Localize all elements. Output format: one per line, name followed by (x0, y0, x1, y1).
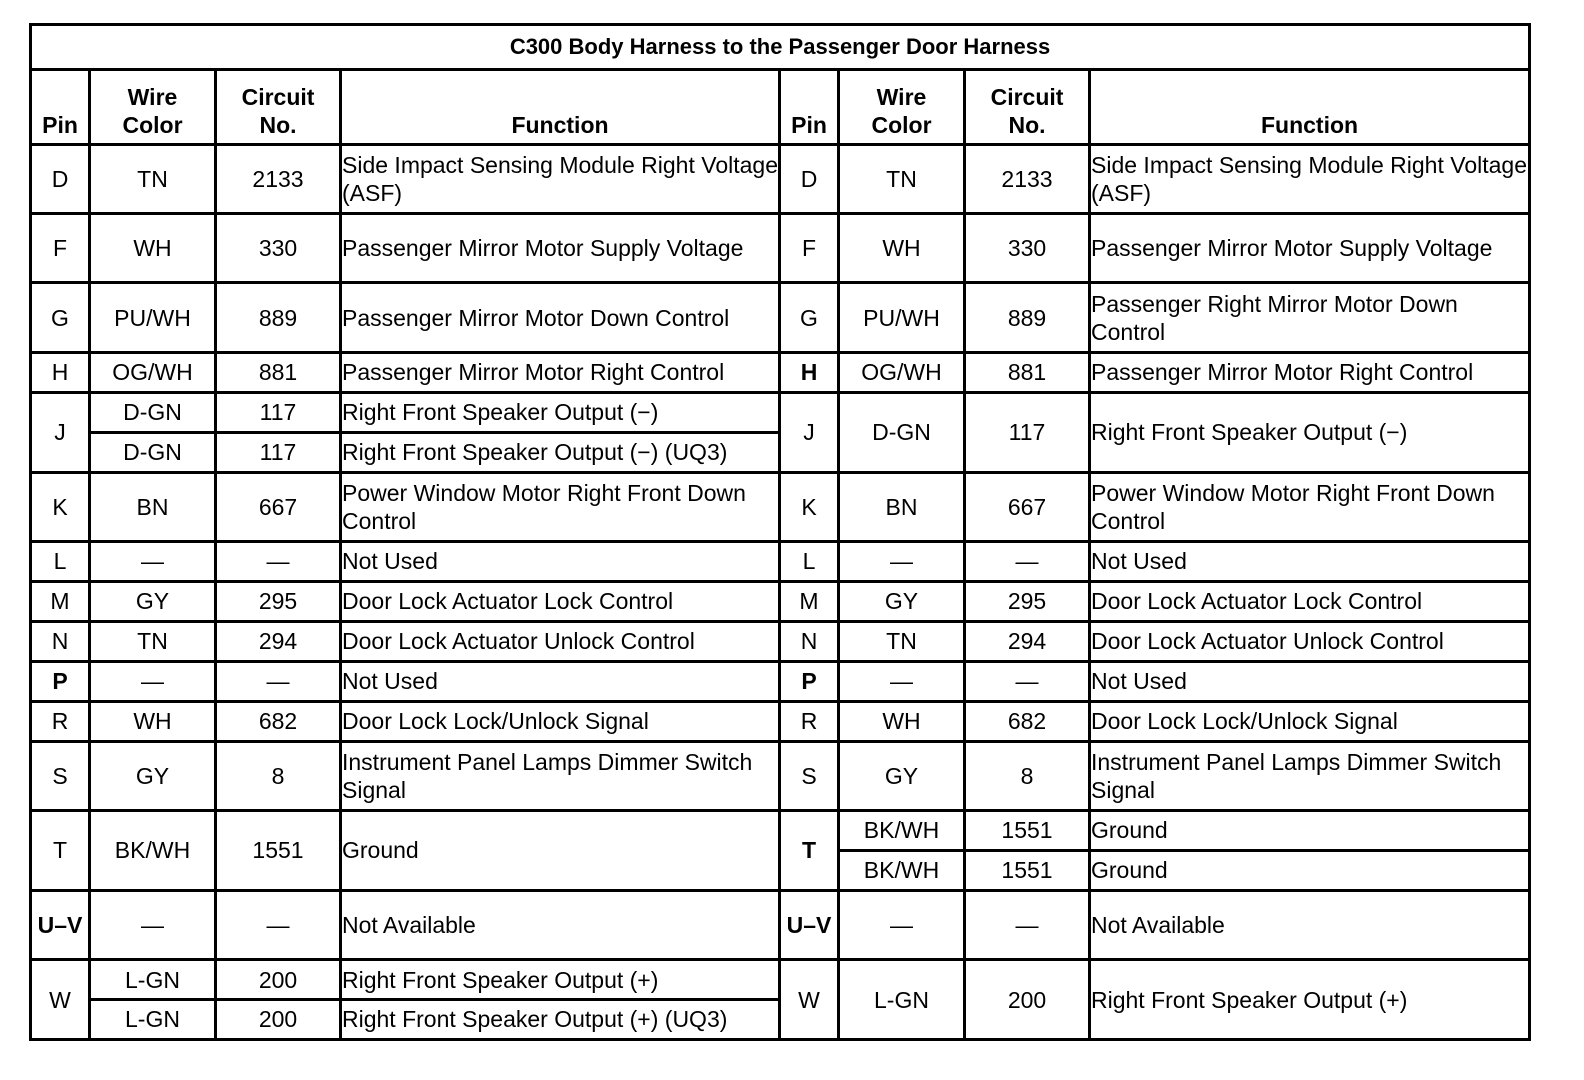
function-cell: Side Impact Sensing Module Right Voltage (ASF) (1090, 144, 1530, 213)
pin-cell: D (780, 144, 839, 213)
wire-color-cell: BN (839, 472, 965, 541)
function-cell: Door Lock Lock/Unlock Signal (341, 701, 780, 741)
wire-color-cell: — (90, 541, 216, 581)
header-wire-color-right: Wire Color (839, 70, 965, 145)
circuit-cell: 8 (216, 741, 341, 810)
function-cell: Not Used (341, 661, 780, 701)
function-cell: Right Front Speaker Output (−) (341, 392, 780, 432)
pin-cell: P (780, 661, 839, 701)
pin-cell: H (780, 352, 839, 392)
function-cell: Passenger Mirror Motor Supply Voltage (1090, 214, 1530, 283)
function-cell: Ground (341, 810, 780, 890)
pin-cell: N (31, 621, 90, 661)
wire-color-cell: TN (839, 621, 965, 661)
pin-cell: F (780, 214, 839, 283)
wire-color-cell: L-GN (839, 960, 965, 1040)
wire-color-cell: WH (839, 701, 965, 741)
wire-color-cell: OG/WH (839, 352, 965, 392)
circuit-cell: — (965, 541, 1090, 581)
circuit-cell: 8 (965, 741, 1090, 810)
table-title: C300 Body Harness to the Passenger Door Harness (31, 25, 1530, 70)
header-pin-left: Pin (31, 70, 90, 145)
function-cell: Passenger Mirror Motor Right Control (1090, 352, 1530, 392)
wire-color-cell: D-GN (90, 432, 216, 472)
function-cell: Not Used (1090, 661, 1530, 701)
column-header-row (31, 70, 1530, 145)
table-row (31, 144, 1530, 213)
table-row (31, 621, 1530, 661)
circuit-cell: — (216, 661, 341, 701)
circuit-cell: 1551 (965, 810, 1090, 850)
table-row (31, 541, 1530, 581)
function-cell: Passenger Mirror Motor Right Control (341, 352, 780, 392)
wire-color-cell: BK/WH (839, 850, 965, 890)
circuit-cell: 330 (965, 214, 1090, 283)
header-circuit-no-left: Circuit No. (216, 70, 341, 145)
pin-cell: G (780, 283, 839, 352)
function-cell: Passenger Mirror Motor Down Control (341, 283, 780, 352)
pin-cell: D (31, 144, 90, 213)
circuit-cell: — (216, 541, 341, 581)
circuit-cell: 200 (216, 960, 341, 1000)
pin-cell: N (780, 621, 839, 661)
function-cell: Power Window Motor Right Front Down Control (341, 472, 780, 541)
circuit-cell: 682 (216, 701, 341, 741)
function-cell: Door Lock Actuator Lock Control (341, 581, 780, 621)
pin-cell: R (780, 701, 839, 741)
circuit-cell: — (965, 890, 1090, 959)
pin-cell: K (31, 472, 90, 541)
header-wire-color-left: Wire Color (90, 70, 216, 145)
pin-cell: G (31, 283, 90, 352)
table-row (31, 352, 1530, 392)
table-row (31, 283, 1530, 352)
circuit-cell: — (965, 661, 1090, 701)
wire-color-cell: D-GN (90, 392, 216, 432)
pin-cell: K (780, 472, 839, 541)
function-cell: Passenger Right Mirror Motor Down Control (1090, 283, 1530, 352)
pin-cell: U–V (780, 890, 839, 959)
circuit-cell: 200 (965, 960, 1090, 1040)
pin-cell: S (780, 741, 839, 810)
circuit-cell: 889 (216, 283, 341, 352)
function-cell: Passenger Mirror Motor Supply Voltage (341, 214, 780, 283)
function-cell: Instrument Panel Lamps Dimmer Switch Signal (341, 741, 780, 810)
table-body (31, 144, 1530, 1039)
pin-cell: L (780, 541, 839, 581)
function-cell: Door Lock Lock/Unlock Signal (1090, 701, 1530, 741)
circuit-cell: 881 (216, 352, 341, 392)
table-row (31, 701, 1530, 741)
wire-color-cell: TN (90, 621, 216, 661)
function-cell: Not Available (341, 890, 780, 959)
table-row (31, 581, 1530, 621)
wire-color-cell: GY (839, 741, 965, 810)
circuit-cell: 295 (216, 581, 341, 621)
pin-cell: T (780, 810, 839, 890)
header-function-right: Function (1090, 70, 1530, 145)
circuit-cell: 295 (965, 581, 1090, 621)
function-cell: Door Lock Actuator Unlock Control (341, 621, 780, 661)
circuit-cell: 294 (965, 621, 1090, 661)
function-cell: Power Window Motor Right Front Down Control (1090, 472, 1530, 541)
wire-color-cell: — (90, 890, 216, 959)
connector-table (29, 23, 1531, 1041)
wire-color-cell: TN (839, 144, 965, 213)
header-circuit-no-right: Circuit No. (965, 70, 1090, 145)
pin-cell: J (780, 392, 839, 472)
pin-cell: R (31, 701, 90, 741)
function-cell: Right Front Speaker Output (+) (UQ3) (341, 999, 780, 1039)
wire-color-cell: WH (90, 214, 216, 283)
pin-cell: L (31, 541, 90, 581)
circuit-cell: 1551 (965, 850, 1090, 890)
circuit-cell: 117 (965, 392, 1090, 472)
circuit-cell: — (216, 890, 341, 959)
wire-color-cell: BK/WH (839, 810, 965, 850)
table-row (31, 810, 1530, 850)
wire-color-cell: OG/WH (90, 352, 216, 392)
function-cell: Ground (1090, 850, 1530, 890)
function-cell: Right Front Speaker Output (−) (1090, 392, 1530, 472)
pin-cell: J (31, 392, 90, 472)
pin-cell: M (780, 581, 839, 621)
function-cell: Not Used (1090, 541, 1530, 581)
table-row (31, 214, 1530, 283)
circuit-cell: 2133 (216, 144, 341, 213)
header-pin-right: Pin (780, 70, 839, 145)
circuit-cell: 200 (216, 999, 341, 1039)
circuit-cell: 117 (216, 432, 341, 472)
wire-color-cell: — (839, 541, 965, 581)
pin-cell: F (31, 214, 90, 283)
circuit-cell: 117 (216, 392, 341, 432)
pin-cell: W (31, 960, 90, 1040)
function-cell: Not Available (1090, 890, 1530, 959)
function-cell: Side Impact Sensing Module Right Voltage (ASF) (341, 144, 780, 213)
wire-color-cell: WH (90, 701, 216, 741)
function-cell: Ground (1090, 810, 1530, 850)
wire-color-cell: TN (90, 144, 216, 213)
wire-color-cell: PU/WH (839, 283, 965, 352)
table-row (31, 741, 1530, 810)
pin-cell: S (31, 741, 90, 810)
circuit-cell: 330 (216, 214, 341, 283)
header-function-left: Function (341, 70, 780, 145)
function-cell: Door Lock Actuator Unlock Control (1090, 621, 1530, 661)
circuit-cell: 889 (965, 283, 1090, 352)
wire-color-cell: GY (90, 581, 216, 621)
wire-color-cell: BN (90, 472, 216, 541)
wire-color-cell: — (90, 661, 216, 701)
table-row (31, 661, 1530, 701)
wire-color-cell: BK/WH (90, 810, 216, 890)
circuit-cell: 682 (965, 701, 1090, 741)
table-row (31, 960, 1530, 1000)
circuit-cell: 294 (216, 621, 341, 661)
circuit-cell: 2133 (965, 144, 1090, 213)
circuit-cell: 667 (965, 472, 1090, 541)
pin-cell: M (31, 581, 90, 621)
circuit-cell: 1551 (216, 810, 341, 890)
wire-color-cell: GY (90, 741, 216, 810)
circuit-cell: 667 (216, 472, 341, 541)
table-row (31, 392, 1530, 432)
wire-color-cell: — (839, 661, 965, 701)
pin-cell: U–V (31, 890, 90, 959)
wire-color-cell: PU/WH (90, 283, 216, 352)
pin-cell: P (31, 661, 90, 701)
function-cell: Not Used (341, 541, 780, 581)
circuit-cell: 881 (965, 352, 1090, 392)
wire-color-cell: D-GN (839, 392, 965, 472)
function-cell: Instrument Panel Lamps Dimmer Switch Signal (1090, 741, 1530, 810)
wire-color-cell: WH (839, 214, 965, 283)
pin-cell: T (31, 810, 90, 890)
wire-color-cell: — (839, 890, 965, 959)
wire-color-cell: GY (839, 581, 965, 621)
function-cell: Door Lock Actuator Lock Control (1090, 581, 1530, 621)
table-row (31, 472, 1530, 541)
function-cell: Right Front Speaker Output (+) (341, 960, 780, 1000)
table-row (31, 890, 1530, 959)
wire-color-cell: L-GN (90, 960, 216, 1000)
function-cell: Right Front Speaker Output (−) (UQ3) (341, 432, 780, 472)
function-cell: Right Front Speaker Output (+) (1090, 960, 1530, 1040)
pin-cell: H (31, 352, 90, 392)
wire-color-cell: L-GN (90, 999, 216, 1039)
pin-cell: W (780, 960, 839, 1040)
